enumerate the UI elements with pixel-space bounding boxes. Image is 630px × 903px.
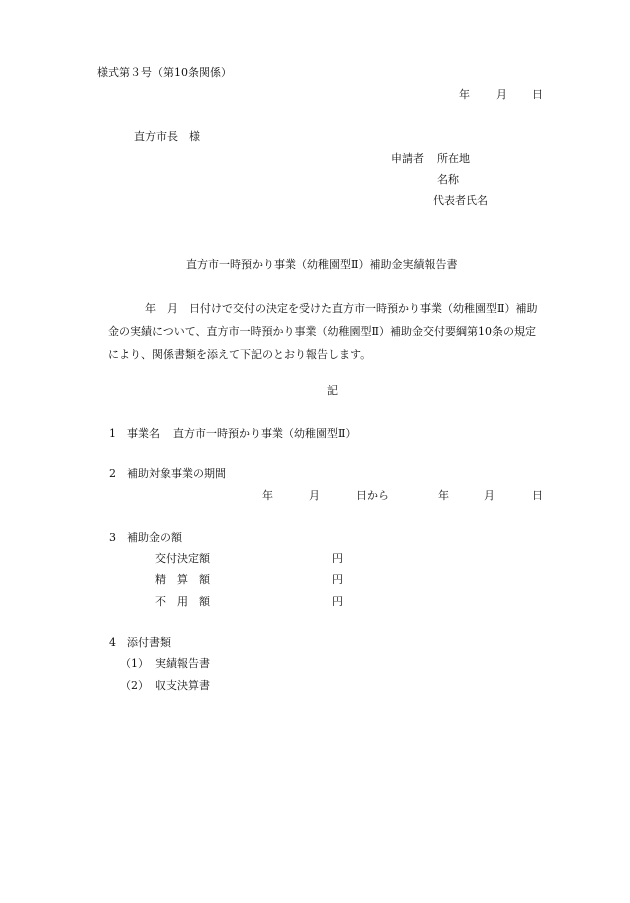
amount-settled-label: 精 算 額	[155, 573, 210, 586]
date-month: 月	[496, 88, 507, 101]
document-title: 直方市一時預かり事業（幼稚園型Ⅱ）補助金実績報告書	[186, 258, 458, 271]
applicant-representative-label: 代表者氏名	[433, 194, 488, 207]
applicant-name-label: 名称	[437, 173, 459, 186]
form-number: 様式第３号（第10条関係）	[97, 66, 232, 79]
period-from: 日から	[356, 489, 389, 502]
item-2-label: 補助対象事業の期間	[127, 467, 226, 480]
doc-2-number: （2）	[120, 679, 149, 692]
item-1-value: 直方市一時預かり事業（幼稚園型Ⅱ）	[173, 427, 357, 440]
body-line-2: 金の実績について、直方市一時預かり事業（幼稚園型Ⅱ）補助金交付要綱第10条の規定	[108, 325, 537, 338]
body-line-1: 年 月 日付けで交付の決定を受けた直方市一時預かり事業（幼稚園型Ⅱ）補助	[145, 302, 538, 315]
doc-1-name: 実績報告書	[155, 657, 210, 670]
period-year-1: 年	[262, 489, 273, 502]
addressee: 直方市長 様	[134, 130, 200, 143]
doc-1-number: （1）	[120, 657, 149, 670]
item-1-number: 1	[109, 427, 116, 440]
amount-unused-unit: 円	[332, 595, 343, 608]
period-year-2: 年	[438, 489, 449, 502]
period-day-2: 日	[532, 489, 543, 502]
period-month-2: 月	[484, 489, 495, 502]
amount-unused-label: 不 用 額	[155, 595, 210, 608]
applicant-label: 申請者	[391, 152, 424, 165]
doc-2-name: 収支決算書	[155, 679, 210, 692]
ki-heading: 記	[327, 384, 338, 397]
amount-settled-unit: 円	[332, 573, 343, 586]
amount-decided-unit: 円	[332, 552, 343, 565]
date-day: 日	[532, 88, 543, 101]
item-1-label: 事業名	[127, 427, 160, 440]
item-3-label: 補助金の額	[127, 531, 182, 544]
body-line-3: により、関係書類を添えて下記のとおり報告します。	[108, 348, 372, 361]
item-3-number: 3	[109, 531, 116, 544]
period-month-1: 月	[309, 489, 320, 502]
amount-decided-label: 交付決定額	[155, 552, 210, 565]
applicant-address-label: 所在地	[437, 152, 470, 165]
item-4-label: 添付書類	[127, 636, 171, 649]
date-year: 年	[459, 88, 470, 101]
item-2-number: 2	[109, 467, 116, 480]
item-4-number: 4	[109, 636, 116, 649]
